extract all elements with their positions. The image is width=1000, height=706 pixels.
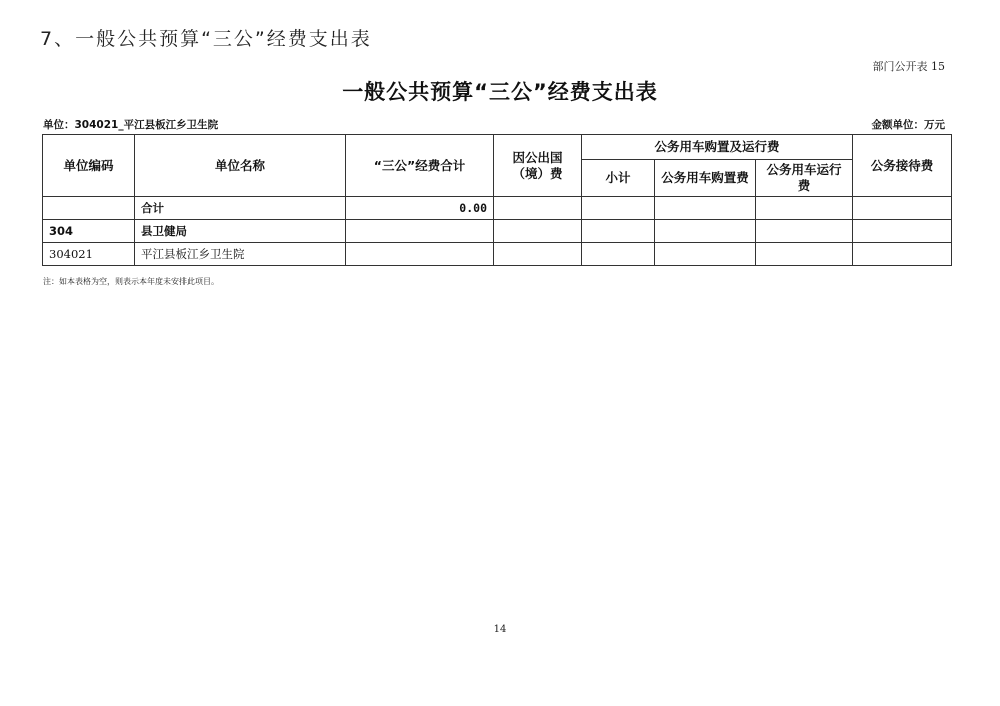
header-vehicle-purchase: 公务用车购置费: [655, 160, 756, 197]
header-abroad-expense: 因公出国（境）费: [494, 135, 582, 197]
cell-purchase: [655, 243, 756, 266]
unit-label: 单位：304021_平江县板江乡卫生院: [43, 119, 219, 131]
amount-unit-label: 金额单位：万元: [871, 119, 945, 131]
cell-code: 304021: [43, 243, 135, 266]
table-row-department: [43, 220, 952, 243]
table-row-total: [43, 197, 952, 220]
page-tag: 部门公开表 15: [872, 60, 945, 73]
table-row-unit: [43, 243, 952, 266]
cell-abroad: [494, 220, 582, 243]
cell-operation: [756, 243, 853, 266]
header-vehicle-operation: 公务用车运行费: [756, 160, 853, 197]
header-unit-code: 单位编码: [43, 135, 135, 197]
cell-subtotal: [582, 243, 655, 266]
cell-reception: [853, 220, 952, 243]
cell-abroad: [494, 197, 582, 220]
header-vehicle-group: 公务用车购置及运行费: [582, 135, 853, 160]
cell-reception: [853, 243, 952, 266]
cell-operation: [756, 220, 853, 243]
cell-total: [346, 220, 494, 243]
cell-purchase: [655, 197, 756, 220]
footnote: 注：如本表格为空，则表示本年度未安排此项目。: [43, 277, 219, 286]
header-three-public-total: “三公”经费合计: [346, 135, 494, 197]
cell-total: 0.00: [346, 197, 494, 220]
header-reception-expense: 公务接待费: [853, 135, 952, 197]
header-subtotal: 小计: [582, 160, 655, 197]
cell-abroad: [494, 243, 582, 266]
table-title: 一般公共预算“三公”经费支出表: [342, 80, 658, 104]
cell-total: [346, 243, 494, 266]
cell-operation: [756, 197, 853, 220]
cell-code: [43, 197, 135, 220]
cell-subtotal: [582, 197, 655, 220]
three-public-expense-table: [42, 134, 952, 266]
cell-code: 304: [43, 220, 135, 243]
cell-purchase: [655, 220, 756, 243]
header-unit-name: 单位名称: [135, 135, 346, 197]
cell-subtotal: [582, 220, 655, 243]
section-heading: 7、一般公共预算“三公”经费支出表: [40, 28, 372, 50]
cell-name: 合计: [135, 197, 346, 220]
cell-name: 平江县板江乡卫生院: [135, 243, 346, 266]
cell-reception: [853, 197, 952, 220]
page-number: 14: [493, 624, 507, 635]
cell-name: 县卫健局: [135, 220, 346, 243]
